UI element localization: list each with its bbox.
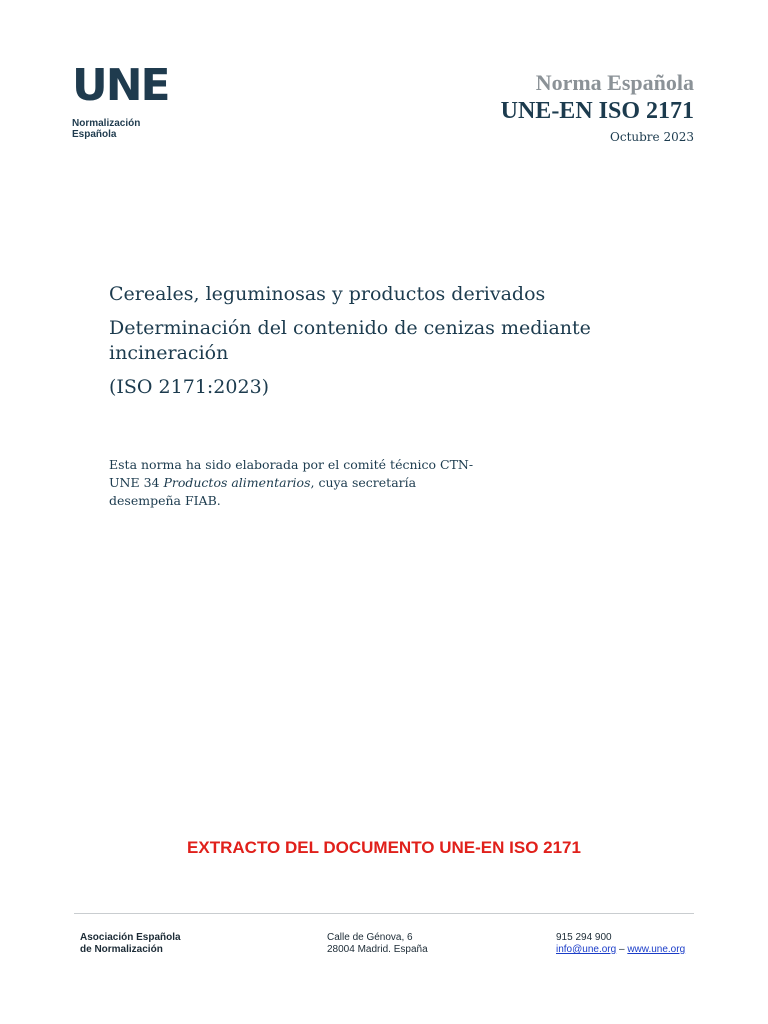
une-logo-mark: UNE <box>72 60 169 111</box>
website-link[interactable]: www.une.org <box>627 944 686 955</box>
email-link[interactable]: info@une.org <box>556 944 617 955</box>
logo-sub-line1: Normalización <box>72 118 141 129</box>
norma-date: Octubre 2023 <box>610 130 694 144</box>
committee-name: Productos alimentarios <box>163 475 311 490</box>
committee-text-after: , cuya secretaría desempeña FIAB. <box>109 475 417 508</box>
footer-links <box>556 944 685 956</box>
norma-label: Norma Española <box>535 70 694 95</box>
footer-address-line2: 28004 Madrid. España <box>327 944 428 955</box>
title-line-1: Cereales, leguminosas y productos derivados <box>109 283 546 305</box>
footer-phone: 915 294 900 <box>556 932 612 943</box>
footer-address <box>327 932 428 956</box>
footer-link-separator: – <box>618 944 625 955</box>
une-logo <box>72 60 202 140</box>
footer-contact <box>556 932 685 956</box>
committee-statement <box>109 456 489 510</box>
footer-org-line2: de Normalización <box>80 944 163 955</box>
norma-code: UNE-EN ISO 2171 <box>500 98 694 124</box>
footer-organization <box>80 932 181 956</box>
footer-address-line1: Calle de Génova, 6 <box>327 932 413 943</box>
footer-divider <box>74 913 694 914</box>
extract-notice: EXTRACTO DEL DOCUMENTO UNE-EN ISO 2171 <box>187 838 581 857</box>
title-line-2: Determinación del contenido de cenizas mediante incineración <box>109 317 591 364</box>
footer-org-line1: Asociación Española <box>80 932 181 943</box>
une-logo-subtitle <box>72 118 202 140</box>
logo-sub-line2: Española <box>72 129 117 140</box>
committee-text-before: Esta norma ha sido elaborada por el comité técnico CTN-UNE 34 <box>109 457 474 490</box>
standard-header <box>501 70 694 148</box>
document-titles <box>109 282 669 409</box>
title-line-3: (ISO 2171:2023) <box>109 376 270 398</box>
